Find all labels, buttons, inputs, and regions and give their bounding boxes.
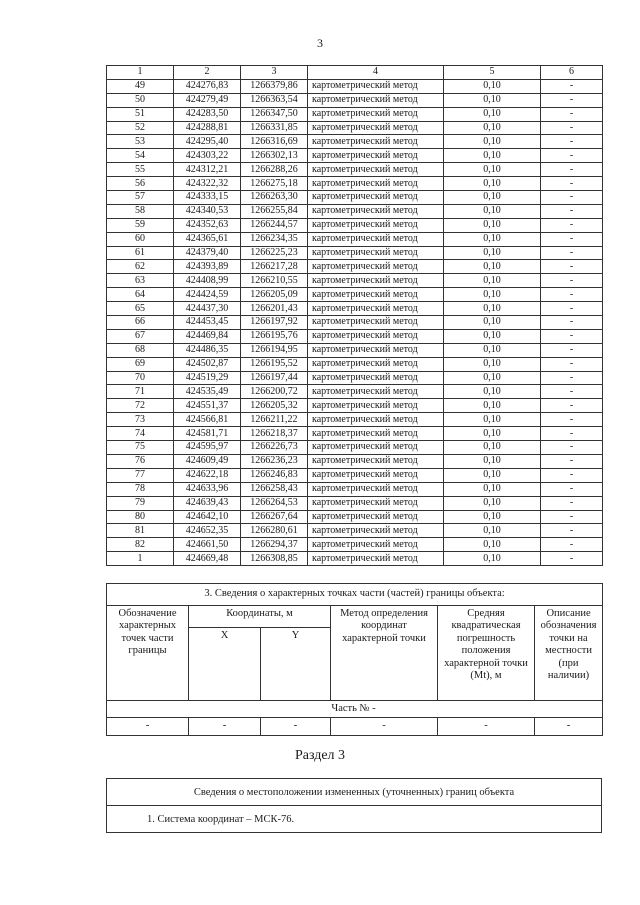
table-cell: 424295,40: [174, 135, 241, 149]
table-cell: 0,10: [444, 496, 541, 510]
table-row: [107, 538, 603, 552]
table-cell: 424379,40: [174, 246, 241, 260]
table-cell: 1266294,37: [241, 538, 308, 552]
table-cell: 424437,30: [174, 302, 241, 316]
table-cell: 82: [107, 538, 174, 552]
table-cell: картометрический метод: [308, 427, 444, 441]
table-cell: 0,10: [444, 204, 541, 218]
table-cell: 65: [107, 302, 174, 316]
table-cell: -: [541, 441, 603, 455]
table-cell: -: [541, 468, 603, 482]
table-cell: 1266234,35: [241, 232, 308, 246]
table-cell: -: [541, 191, 603, 205]
table-cell: 424352,63: [174, 218, 241, 232]
table-cell: 71: [107, 385, 174, 399]
table-cell: 1266217,28: [241, 260, 308, 274]
table-cell: 1266201,43: [241, 302, 308, 316]
table-cell: 1266205,09: [241, 288, 308, 302]
table-cell: 55: [107, 163, 174, 177]
table-cell: 424333,15: [174, 191, 241, 205]
table-cell: 1266316,69: [241, 135, 308, 149]
table-cell: -: [541, 385, 603, 399]
table-cell: 51: [107, 107, 174, 121]
table-cell: -: [541, 218, 603, 232]
table-cell: 424652,35: [174, 524, 241, 538]
table-cell: -: [541, 79, 603, 93]
table-cell: 0,10: [444, 121, 541, 135]
part-label: Часть № -: [107, 700, 603, 718]
table-cell: 1266200,72: [241, 385, 308, 399]
table-cell: картометрический метод: [308, 329, 444, 343]
table-cell: картометрический метод: [308, 274, 444, 288]
table-cell: -: [541, 343, 603, 357]
table-cell: 0,10: [444, 260, 541, 274]
table-cell: 1266363,54: [241, 93, 308, 107]
table-row: [107, 524, 603, 538]
table-cell: -: [541, 121, 603, 135]
table-cell: 424365,61: [174, 232, 241, 246]
table-cell: картометрический метод: [308, 79, 444, 93]
table-cell: -: [541, 288, 603, 302]
table-cell: 424519,29: [174, 371, 241, 385]
table-cell: 1266246,83: [241, 468, 308, 482]
table-row: [107, 107, 603, 121]
table-cell: 1266197,92: [241, 316, 308, 330]
table-cell: 0,10: [444, 246, 541, 260]
table-cell: 0,10: [444, 343, 541, 357]
table-cell: 424622,18: [174, 468, 241, 482]
table-row: [107, 232, 603, 246]
table-cell: -: [541, 524, 603, 538]
table-cell: 424469,84: [174, 329, 241, 343]
table-cell: картометрический метод: [308, 232, 444, 246]
table-cell: картометрический метод: [308, 496, 444, 510]
table-cell: 424453,45: [174, 316, 241, 330]
table-row: [107, 427, 603, 441]
table-row: [107, 204, 603, 218]
table-cell: 54: [107, 149, 174, 163]
table-cell: 74: [107, 427, 174, 441]
cell: -: [107, 718, 189, 736]
table-cell: картометрический метод: [308, 385, 444, 399]
table-cell: -: [541, 357, 603, 371]
table-cell: -: [541, 246, 603, 260]
table-cell: 0,10: [444, 357, 541, 371]
table-cell: 81: [107, 524, 174, 538]
table-cell: 63: [107, 274, 174, 288]
table-cell: 0,10: [444, 468, 541, 482]
table-cell: картометрический метод: [308, 343, 444, 357]
table-cell: 424288,81: [174, 121, 241, 135]
table-cell: 50: [107, 93, 174, 107]
x-header: X: [189, 627, 261, 700]
table-cell: 0,10: [444, 177, 541, 191]
table-cell: картометрический метод: [308, 413, 444, 427]
coordinates-header: Координаты, м: [189, 605, 331, 627]
table-cell: 0,10: [444, 371, 541, 385]
table-cell: картометрический метод: [308, 441, 444, 455]
table-cell: 0,10: [444, 524, 541, 538]
table-cell: -: [541, 413, 603, 427]
method-header: Метод определения координат характерной точки: [331, 605, 438, 700]
table-cell: -: [541, 538, 603, 552]
table-row: [107, 441, 603, 455]
table-row: [107, 468, 603, 482]
table-cell: -: [541, 163, 603, 177]
table-cell: 64: [107, 288, 174, 302]
table-row: [107, 163, 603, 177]
table-cell: 53: [107, 135, 174, 149]
coordinates-table: [106, 65, 603, 566]
table-cell: 0,10: [444, 93, 541, 107]
table-row: [107, 371, 603, 385]
table-row: [107, 218, 603, 232]
table-cell: 424303,22: [174, 149, 241, 163]
table-cell: картометрический метод: [308, 260, 444, 274]
table-row: [107, 246, 603, 260]
table-cell: 1266218,37: [241, 427, 308, 441]
table-row: [107, 79, 603, 93]
table-cell: 56: [107, 177, 174, 191]
table-cell: 80: [107, 510, 174, 524]
table-cell: 0,10: [444, 385, 541, 399]
table-cell: картометрический метод: [308, 316, 444, 330]
cell: -: [261, 718, 331, 736]
table-cell: 1266308,85: [241, 552, 308, 566]
table-cell: 0,10: [444, 538, 541, 552]
error-header: Средняя квадратическая погрешность положения характерной точки (Mt), м: [438, 605, 535, 700]
section-title: 3. Сведения о характерных точках части (частей) границы объекта:: [107, 584, 603, 606]
table-cell: 0,10: [444, 302, 541, 316]
table-cell: 1266255,84: [241, 204, 308, 218]
page-number: 3: [317, 36, 323, 50]
table-cell: -: [541, 232, 603, 246]
table-cell: 0,10: [444, 329, 541, 343]
table-cell: 424424,59: [174, 288, 241, 302]
table-cell: 424393,89: [174, 260, 241, 274]
table-cell: картометрический метод: [308, 468, 444, 482]
table-cell: картометрический метод: [308, 399, 444, 413]
table-cell: -: [541, 496, 603, 510]
table-cell: картометрический метод: [308, 191, 444, 205]
table-cell: 77: [107, 468, 174, 482]
table-cell: картометрический метод: [308, 218, 444, 232]
table-cell: 1266331,85: [241, 121, 308, 135]
cell: -: [331, 718, 438, 736]
col-header: 4: [308, 66, 444, 80]
table-row: [107, 454, 603, 468]
table-cell: 73: [107, 413, 174, 427]
table-cell: 1: [107, 552, 174, 566]
table-row: [107, 343, 603, 357]
cell: -: [535, 718, 603, 736]
table-row: [107, 718, 603, 736]
table-row: [107, 510, 603, 524]
table-cell: 1266267,64: [241, 510, 308, 524]
table-cell: 1266195,76: [241, 329, 308, 343]
table-header-row: [107, 66, 603, 80]
table-cell: -: [541, 329, 603, 343]
table-cell: -: [541, 399, 603, 413]
table-cell: 69: [107, 357, 174, 371]
table-cell: 424279,49: [174, 93, 241, 107]
table-cell: картометрический метод: [308, 204, 444, 218]
table-cell: 424669,48: [174, 552, 241, 566]
table-cell: 1266236,23: [241, 454, 308, 468]
table-row: [107, 191, 603, 205]
table-cell: 49: [107, 79, 174, 93]
table-cell: 66: [107, 316, 174, 330]
boundary-points-table: [106, 583, 603, 736]
table-cell: 61: [107, 246, 174, 260]
table-cell: картометрический метод: [308, 149, 444, 163]
table-cell: 1266379,86: [241, 79, 308, 93]
col-header: 6: [541, 66, 603, 80]
table-row: [107, 93, 603, 107]
table-cell: 57: [107, 191, 174, 205]
table-cell: 1266244,57: [241, 218, 308, 232]
table-row: [107, 385, 603, 399]
table-cell: картометрический метод: [308, 107, 444, 121]
col-header: 1: [107, 66, 174, 80]
table-cell: 60: [107, 232, 174, 246]
table-cell: 62: [107, 260, 174, 274]
table-cell: 424486,35: [174, 343, 241, 357]
table-cell: -: [541, 177, 603, 191]
table-cell: 0,10: [444, 427, 541, 441]
table-cell: картометрический метод: [308, 135, 444, 149]
table-cell: 1266347,50: [241, 107, 308, 121]
table-row: [107, 288, 603, 302]
table-cell: -: [541, 149, 603, 163]
table-cell: картометрический метод: [308, 246, 444, 260]
table-cell: -: [541, 204, 603, 218]
table-cell: картометрический метод: [308, 552, 444, 566]
table-cell: картометрический метод: [308, 454, 444, 468]
table-cell: 1266195,52: [241, 357, 308, 371]
table-cell: 59: [107, 218, 174, 232]
table-cell: -: [541, 93, 603, 107]
table-cell: 424551,37: [174, 399, 241, 413]
table-cell: 1266210,55: [241, 274, 308, 288]
table-cell: 424581,71: [174, 427, 241, 441]
table-cell: 424312,21: [174, 163, 241, 177]
table-cell: 1266225,23: [241, 246, 308, 260]
col-header: 2: [174, 66, 241, 80]
table-cell: -: [541, 316, 603, 330]
col-header: 5: [444, 66, 541, 80]
table-cell: 424642,10: [174, 510, 241, 524]
table-cell: -: [541, 135, 603, 149]
table-cell: 1266194,95: [241, 343, 308, 357]
table-row: [107, 399, 603, 413]
table-cell: картометрический метод: [308, 510, 444, 524]
table-cell: 72: [107, 399, 174, 413]
table-cell: 0,10: [444, 510, 541, 524]
table-cell: картометрический метод: [308, 121, 444, 135]
table-cell: 0,10: [444, 107, 541, 121]
table-row: [107, 357, 603, 371]
table-cell: 1266211,22: [241, 413, 308, 427]
table-cell: 424340,53: [174, 204, 241, 218]
table-cell: -: [541, 107, 603, 121]
table-cell: 1266258,43: [241, 482, 308, 496]
table-cell: -: [541, 482, 603, 496]
table-cell: 424566,81: [174, 413, 241, 427]
table-cell: 1266197,44: [241, 371, 308, 385]
table-row: [107, 329, 603, 343]
table-row: [107, 274, 603, 288]
table-cell: 0,10: [444, 191, 541, 205]
table-row: [107, 121, 603, 135]
table-cell: 1266264,53: [241, 496, 308, 510]
table-cell: 68: [107, 343, 174, 357]
table-cell: картометрический метод: [308, 482, 444, 496]
table-cell: 424283,50: [174, 107, 241, 121]
cell: -: [438, 718, 535, 736]
table-cell: 0,10: [444, 274, 541, 288]
table-cell: 424322,32: [174, 177, 241, 191]
table-cell: 0,10: [444, 149, 541, 163]
table-cell: 424276,83: [174, 79, 241, 93]
table-cell: 424595,97: [174, 441, 241, 455]
table-cell: 76: [107, 454, 174, 468]
table-cell: 1266275,18: [241, 177, 308, 191]
table-cell: 79: [107, 496, 174, 510]
table-cell: картометрический метод: [308, 524, 444, 538]
table-row: [107, 135, 603, 149]
table-cell: 70: [107, 371, 174, 385]
table-cell: 0,10: [444, 413, 541, 427]
table-cell: 0,10: [444, 454, 541, 468]
table-cell: 1266288,26: [241, 163, 308, 177]
table-cell: -: [541, 274, 603, 288]
table-row: [107, 149, 603, 163]
table-row: [107, 302, 603, 316]
table-cell: -: [541, 371, 603, 385]
table-cell: 67: [107, 329, 174, 343]
description-header: Описание обозначения точки на местности (при наличии): [535, 605, 603, 700]
table-cell: картометрический метод: [308, 357, 444, 371]
table-cell: 1266280,61: [241, 524, 308, 538]
table-cell: 424661,50: [174, 538, 241, 552]
section-heading: Раздел 3: [294, 748, 346, 763]
table-cell: 0,10: [444, 288, 541, 302]
table-cell: картометрический метод: [308, 177, 444, 191]
table-cell: 0,10: [444, 163, 541, 177]
table-cell: 0,10: [444, 441, 541, 455]
table-cell: -: [541, 454, 603, 468]
table-row: [107, 496, 603, 510]
table-row: [107, 260, 603, 274]
table-cell: -: [541, 510, 603, 524]
table-cell: -: [541, 552, 603, 566]
table-cell: 424609,49: [174, 454, 241, 468]
table-cell: картометрический метод: [308, 371, 444, 385]
table-cell: -: [541, 427, 603, 441]
table-cell: -: [541, 302, 603, 316]
table-cell: 52: [107, 121, 174, 135]
table-cell: 0,10: [444, 232, 541, 246]
table-cell: 78: [107, 482, 174, 496]
y-header: Y: [261, 627, 331, 700]
cell: -: [189, 718, 261, 736]
table-cell: 1266302,13: [241, 149, 308, 163]
table-cell: -: [541, 260, 603, 274]
table-cell: 0,10: [444, 316, 541, 330]
table-cell: 424408,99: [174, 274, 241, 288]
table-cell: 0,10: [444, 482, 541, 496]
table-row: [107, 316, 603, 330]
table-cell: 75: [107, 441, 174, 455]
table-cell: 424502,87: [174, 357, 241, 371]
table-cell: картометрический метод: [308, 163, 444, 177]
table-row: [107, 177, 603, 191]
table-cell: 0,10: [444, 79, 541, 93]
info-table: [106, 778, 602, 833]
table-cell: 0,10: [444, 218, 541, 232]
table-row: [107, 482, 603, 496]
table-cell: картометрический метод: [308, 538, 444, 552]
table-row: [107, 552, 603, 566]
table-cell: 1266205,32: [241, 399, 308, 413]
table-cell: 0,10: [444, 135, 541, 149]
table-cell: 424535,49: [174, 385, 241, 399]
table-cell: 1266226,73: [241, 441, 308, 455]
table-cell: 0,10: [444, 552, 541, 566]
col-header: 3: [241, 66, 308, 80]
coord-system: 1. Система координат – МСК-76.: [107, 806, 602, 833]
table-cell: 0,10: [444, 399, 541, 413]
table-cell: 424639,43: [174, 496, 241, 510]
table-cell: картометрический метод: [308, 302, 444, 316]
table-cell: картометрический метод: [308, 93, 444, 107]
designation-header: Обозначение характерных точек части границы: [107, 605, 189, 700]
table-cell: 1266263,30: [241, 191, 308, 205]
table-row: [107, 413, 603, 427]
table-cell: 58: [107, 204, 174, 218]
table-cell: картометрический метод: [308, 288, 444, 302]
info-title: Сведения о местоположении измененных (уточненных) границ объекта: [107, 779, 602, 806]
table-cell: 424633,96: [174, 482, 241, 496]
